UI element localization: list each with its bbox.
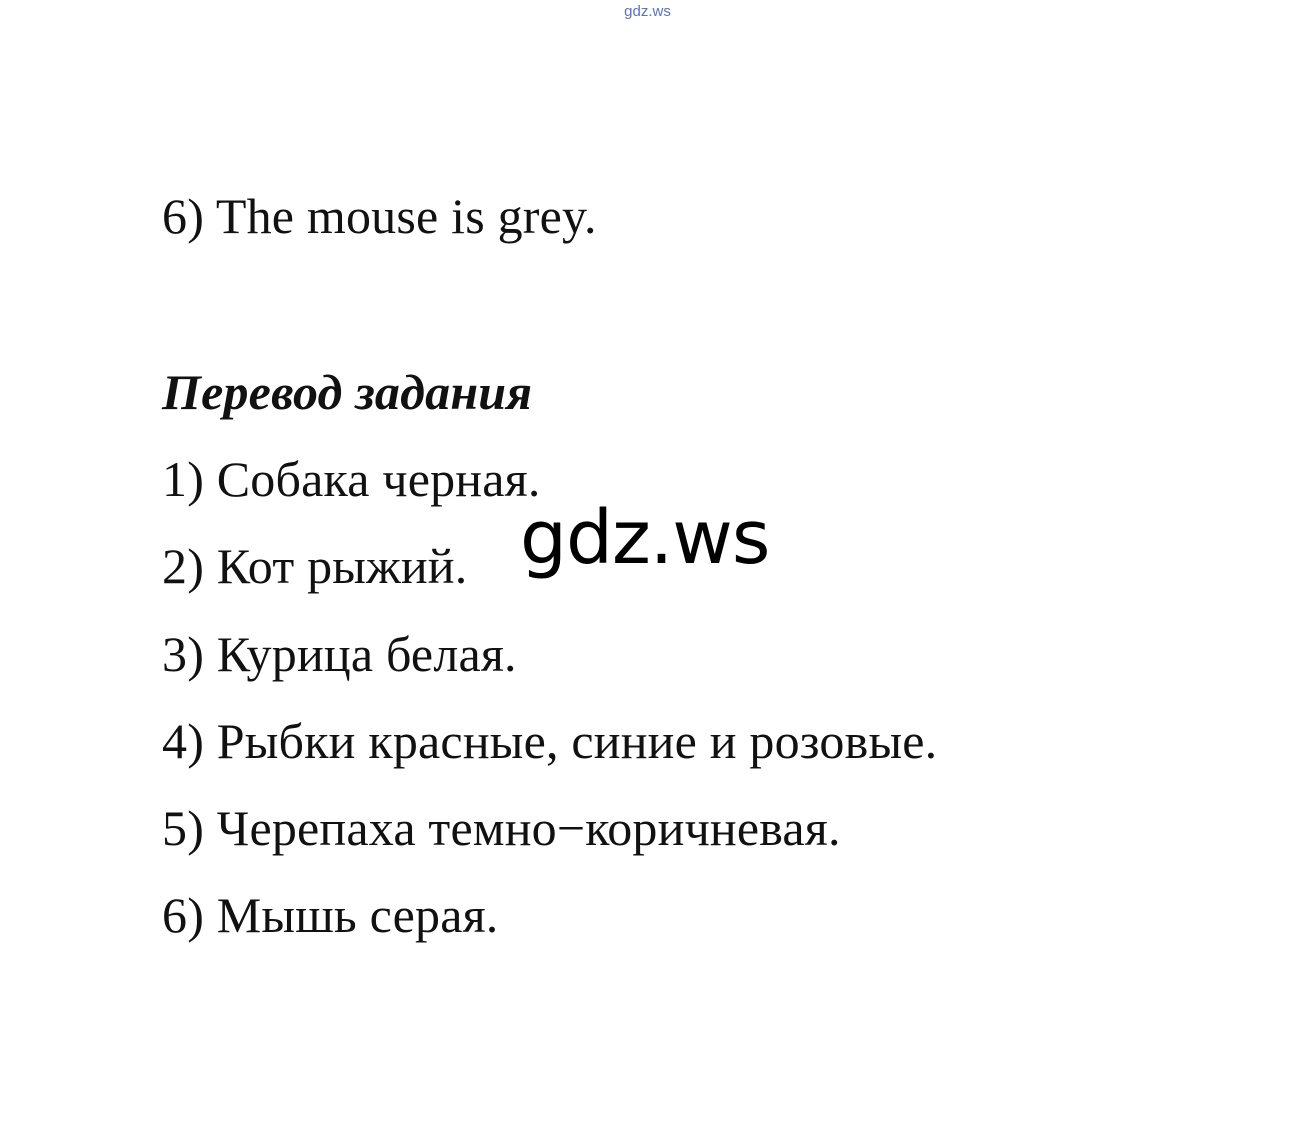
translation-line-1: 1) Собака черная. — [162, 451, 541, 507]
translation-line-2: 2) Кот рыжий. — [162, 538, 468, 594]
translation-line-4: 4) Рыбки красные, синие и розовые. — [162, 713, 938, 769]
translation-heading: Перевод задания — [162, 364, 533, 420]
top-watermark: gdz.ws — [624, 3, 671, 20]
translation-line-3: 3) Курица белая. — [162, 626, 517, 682]
translation-line-5: 5) Черепаха темно−коричневая. — [162, 800, 841, 856]
center-watermark: gdz.ws — [520, 495, 770, 581]
answer-line-6-english: 6) The mouse is grey. — [162, 188, 597, 244]
translation-line-6: 6) Мышь серая. — [162, 887, 499, 943]
